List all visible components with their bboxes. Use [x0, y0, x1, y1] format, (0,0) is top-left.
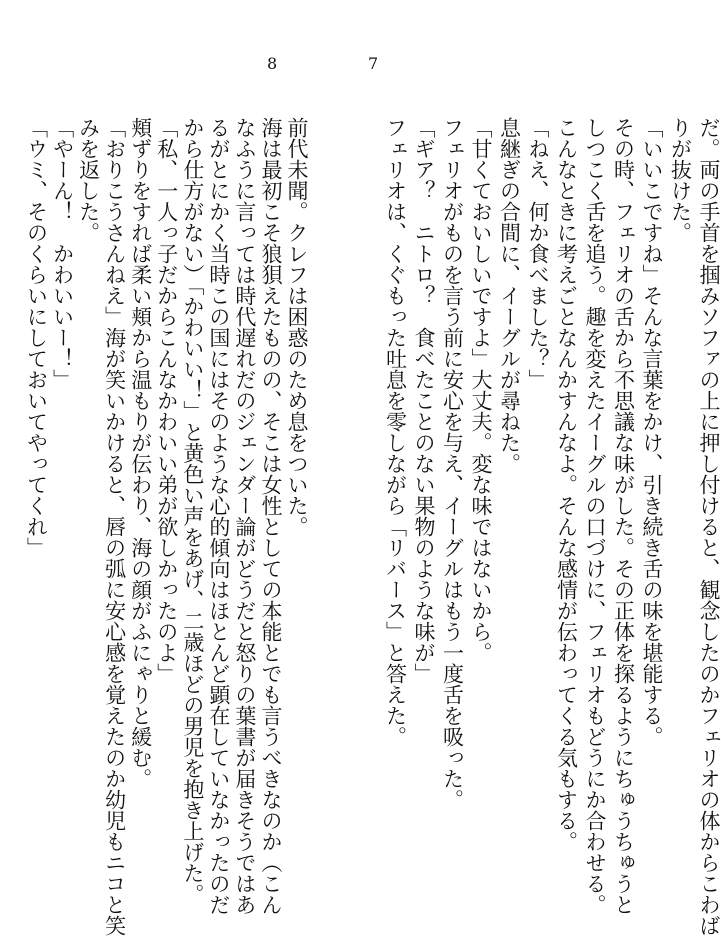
text-line: みを返した。	[76, 117, 101, 243]
page-number-right: 7	[368, 54, 379, 73]
text-line: しつこく舌を追う。趣を変えたイーグルの口づけに、フェリオもどうにか合わせる。	[583, 117, 607, 915]
text-line: 「甘くておいしいですよ」大丈夫。変な味ではないから。	[469, 117, 493, 663]
text-line: から仕方がない）「かわいい！」と黄色い声をあげ、二歳ほどの男児を抱き上げた。	[180, 117, 205, 905]
text-line: 前代未聞。クレフは困惑のため息をついた。	[285, 117, 309, 537]
text-line: フェリオがものを言う前に安心を与え、イーグルはもう一度舌を吸った。	[440, 117, 465, 810]
text-line: 「ギア？ ニトロ？ 食べたことのない果物のような味が」	[412, 117, 436, 684]
page-8-text	[24, 117, 309, 936]
text-line: なふうに言っては時代遅れだのジェンダー論がどうだと怒りの葉書が届きそうではあ	[232, 117, 257, 915]
text-line: フェリオは、くぐもった吐息を零しながら「リバース」と答えた。	[383, 117, 408, 747]
text-line: 「ウミ、そのくらいにしておいてやってくれ」	[24, 117, 49, 558]
text-line: りが抜けた。	[668, 117, 693, 243]
page-7-text	[351, 117, 721, 936]
text-line: 息継ぎの合間に、イーグルが尋ねた。	[497, 117, 522, 474]
text-line: だ。両の手首を掴みソファの上に押し付けると、観念したのかフェリオの体からこわば	[697, 117, 721, 936]
text-line: 頬ずりをすれば柔い頬から温もりが伝わり、海の顔がふにゃりと緩む。	[128, 117, 153, 789]
text-line: 「ねえ、何か食べました？」	[526, 117, 550, 390]
page-number-left: 8	[267, 54, 278, 73]
text-line: 「私、一人っ子だからこんなかわいい弟が欲しかったのよ」	[154, 117, 179, 684]
text-line: るがとにかく当時この国にはそのような心的傾向はほとんど顕在していなかったのだ	[206, 117, 231, 915]
text-line: 「やーん！ かわいいー！」	[50, 117, 75, 390]
text-line: 「おりこうさんねえ」海が笑いかけると、唇の弧に安心感を覚えたのか幼児もニコと笑	[102, 117, 127, 936]
text-line: 「いいこですね」そんな言葉をかけ、引き続き舌の味を堪能する。	[640, 117, 664, 747]
text-line: その時、フェリオの舌から不思議な味がした。その正体を探るようにちゅうちゅうと	[611, 117, 636, 915]
text-line: 海は最初こそ狼狽えたものの、そこは女性としての本能とでも言うべきなのか（こん	[258, 117, 283, 915]
text-line: こんなときに考えごとなんかすんなよ。そんな感情が伝わってくる気もする。	[554, 117, 579, 852]
